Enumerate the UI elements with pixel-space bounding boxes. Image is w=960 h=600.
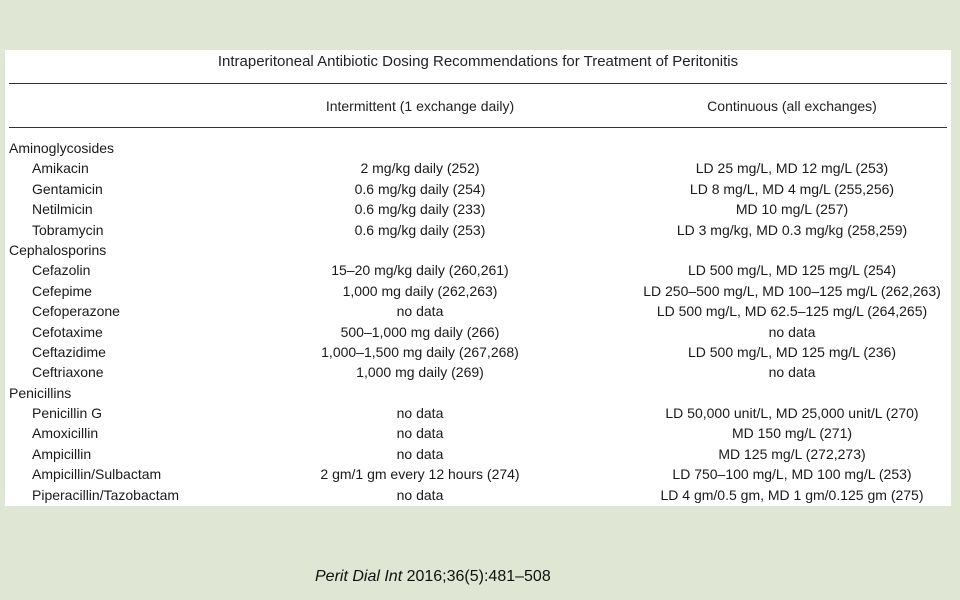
citation: [315, 568, 551, 586]
cell-continuous: LD 250–500 mg/L, MD 100–125 mg/L (262,263): [643, 282, 941, 299]
row-name: Penicillin G: [32, 405, 103, 422]
cell-continuous: LD 50,000 unit/L, MD 25,000 unit/L (270): [665, 405, 919, 422]
cell-continuous: LD 500 mg/L, MD 125 mg/L (236): [687, 343, 897, 360]
table-group-row: [5, 383, 951, 403]
column-header-continuous: Continuous (all exchanges): [707, 98, 877, 114]
cell-intermittent: 2 gm/1 gm every 12 hours (274): [320, 466, 520, 483]
cell-continuous: LD 4 gm/0.5 gm, MD 1 gm/0.125 gm (275): [660, 486, 924, 503]
cell-continuous: LD 500 mg/L, MD 62.5–125 mg/L (264,265): [656, 303, 928, 320]
cell-intermittent: 1,000 mg daily (269): [356, 364, 484, 381]
row-name: Cefotaxime: [32, 323, 103, 340]
row-name: Aminoglycosides: [9, 140, 115, 156]
table-row: [5, 423, 951, 443]
dosing-table: [5, 50, 951, 506]
cell-intermittent: no data: [396, 445, 444, 462]
table-row: [5, 444, 951, 464]
cell-continuous: LD 8 mg/L, MD 4 mg/L (255,256): [689, 180, 895, 197]
cell-intermittent: 15–20 mg/kg daily (260,261): [331, 262, 509, 279]
row-name: Cefepime: [32, 282, 92, 299]
cell-intermittent: 0.6 mg/kg daily (233): [354, 201, 486, 218]
table-row: [5, 485, 951, 505]
cell-intermittent: 2 mg/kg daily (252): [360, 160, 480, 177]
row-name: Cefazolin: [32, 262, 91, 279]
table-row: [5, 464, 951, 484]
table-group-row: [5, 240, 951, 260]
cell-continuous: LD 750–100 mg/L, MD 100 mg/L (253): [672, 466, 912, 483]
cell-intermittent: no data: [396, 486, 444, 503]
row-name: Piperacillin/Tazobactam: [32, 486, 180, 503]
row-name: Gentamicin: [32, 180, 103, 197]
table-row: [5, 220, 951, 240]
header-bottom-rule: [9, 127, 947, 128]
cell-continuous: no data: [768, 323, 816, 340]
row-name: Ceftriaxone: [32, 364, 104, 381]
cell-intermittent: 1,000 mg daily (262,263): [342, 282, 498, 299]
table-group-row: [5, 138, 951, 158]
cell-intermittent: 0.6 mg/kg daily (254): [354, 180, 486, 197]
table-row: [5, 301, 951, 321]
cell-continuous: MD 125 mg/L (272,273): [718, 445, 866, 462]
cell-continuous: MD 150 mg/L (271): [731, 425, 853, 442]
cell-intermittent: no data: [396, 425, 444, 442]
row-name: Amoxicillin: [32, 425, 99, 442]
table-row: [5, 403, 951, 423]
table-row: [5, 362, 951, 382]
cell-continuous: LD 3 mg/kg, MD 0.3 mg/kg (258,259): [676, 221, 908, 238]
table-row: [5, 322, 951, 342]
table-row: [5, 158, 951, 178]
citation-reference: 2016;36(5):481–508: [402, 568, 551, 585]
header-top-rule: [9, 83, 947, 84]
table-row: [5, 281, 951, 301]
row-name: Cephalosporins: [9, 241, 107, 258]
cell-intermittent: no data: [396, 303, 444, 320]
row-name: Ampicillin: [32, 445, 92, 462]
cell-intermittent: 0.6 mg/kg daily (253): [354, 221, 486, 238]
table-row: [5, 179, 951, 199]
table-row: [5, 199, 951, 219]
cell-continuous: LD 500 mg/L, MD 125 mg/L (254): [687, 262, 897, 279]
row-name: Tobramycin: [32, 221, 104, 238]
cell-intermittent: 1,000–1,500 mg daily (267,268): [321, 343, 519, 360]
row-name: Ceftazidime: [32, 343, 106, 360]
cell-intermittent: no data: [396, 405, 444, 422]
column-header-intermittent: Intermittent (1 exchange daily): [325, 98, 515, 114]
row-name: Ampicillin/Sulbactam: [32, 466, 162, 483]
row-name: Penicillins: [9, 384, 72, 401]
cell-continuous: LD 25 mg/L, MD 12 mg/L (253): [695, 160, 889, 177]
table-row: [5, 260, 951, 280]
cell-intermittent: 500–1,000 mg daily (266): [340, 323, 500, 340]
citation-journal: Perit Dial Int: [315, 568, 403, 585]
cell-continuous: MD 10 mg/L (257): [735, 201, 849, 218]
table-body: [5, 138, 951, 505]
row-name: Cefoperazone: [32, 303, 120, 320]
table-title: Intraperitoneal Antibiotic Dosing Recommendations for Treatment of Peritonitis: [217, 53, 739, 70]
cell-continuous: no data: [768, 364, 816, 381]
row-name: Netilmicin: [32, 201, 93, 218]
row-name: Amikacin: [32, 160, 89, 177]
table-row: [5, 342, 951, 362]
